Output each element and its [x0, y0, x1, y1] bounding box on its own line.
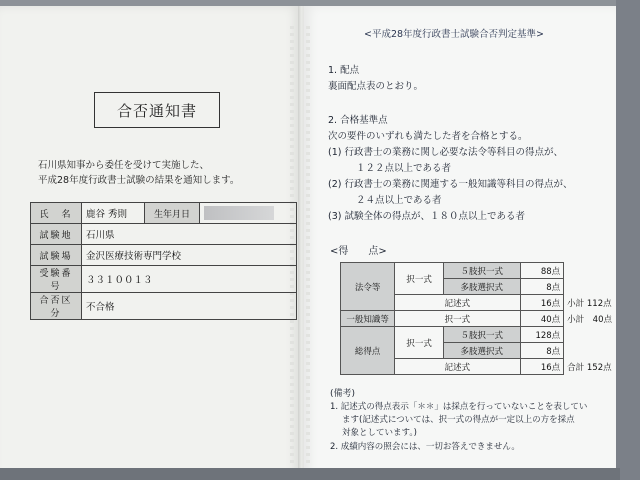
name-value: 鹿谷 秀則	[82, 203, 145, 224]
requirement-2-score: ２４点以上である者	[356, 195, 442, 206]
birth-label: 生年月日	[145, 203, 200, 224]
note-1-line-3: 対象としています。)	[342, 428, 417, 438]
requirement-2: (2) 行政書士の業務に関連する一般知識等科目の得点が、	[328, 179, 573, 190]
birth-value	[200, 203, 297, 224]
table-row	[31, 293, 297, 320]
criteria-header: <平成28年度行政書士試験合否判定基準>	[364, 29, 545, 40]
table-row	[341, 311, 616, 327]
intro-line-1: 石川県知事から委任を受けて実施した、	[38, 160, 210, 171]
total-written-score: 16点	[520, 359, 564, 375]
total-multiple-choice: 択一式	[395, 327, 444, 359]
law-five-choice: ５肢択一式	[443, 263, 520, 279]
requirement-1: (1) 行政書士の業務に関し必要な法令等科目の得点が、	[328, 147, 563, 158]
table-row	[31, 224, 297, 245]
intro-line-2: 平成28年度行政書士試験の結果を通知します。	[38, 175, 240, 186]
total-five-choice: ５肢択一式	[443, 327, 520, 343]
venue-area-value: 石川県	[82, 224, 297, 245]
perforation-right	[306, 26, 310, 466]
result-label: 合否区分	[31, 293, 82, 320]
background-edge	[616, 0, 640, 480]
law-written-score: 16点	[520, 295, 564, 311]
law-subtotal: 小計 112点	[567, 298, 612, 309]
venue-value: 金沢医療技術専門学校	[82, 245, 297, 266]
total-category: 総得点	[341, 327, 395, 375]
total-multi-select-score: 8点	[520, 343, 564, 359]
note-1-line-2: ます(記述式については、択一式の得点が一定以上の方を採点	[342, 415, 575, 425]
law-multiple-choice: 択一式	[395, 263, 444, 295]
section-2-title: 2. 合格基準点	[328, 115, 388, 126]
table-row	[31, 245, 297, 266]
result-value: 不合格	[82, 293, 297, 320]
number-label: 受験番号	[31, 266, 82, 293]
grand-total: 合計 152点	[567, 362, 612, 373]
law-multi-select: 多肢選択式	[443, 279, 520, 295]
venue-area-label: 試験地	[31, 224, 82, 245]
venue-label: 試験場	[31, 245, 82, 266]
note-1-line-1: 1. 記述式の得点表示「＊＊」は採点を行っていないことを表してい	[330, 402, 588, 412]
note-2: 2. 成績内容の照会には、一切お答えできません。	[330, 442, 520, 452]
table-row	[31, 203, 297, 224]
general-subtotal: 小計 40点	[567, 314, 612, 325]
requirement-3: (3) 試験全体の得点が、１８０点以上である者	[328, 211, 525, 222]
score-heading: <得 点>	[330, 246, 387, 257]
law-written: 記述式	[395, 295, 520, 311]
general-category: 一般知識等	[341, 311, 395, 327]
number-value: ３３１００１３	[82, 266, 297, 293]
background-bottom	[0, 468, 620, 480]
section-2-text: 次の要件のいずれも満たした者を合格とする。	[328, 131, 528, 142]
total-written: 記述式	[395, 359, 520, 375]
notes-title: (備考)	[330, 389, 356, 399]
law-category: 法令等	[341, 263, 395, 311]
total-five-choice-score: 128点	[520, 327, 564, 343]
law-five-choice-score: 88点	[520, 263, 564, 279]
notice-title: 合否通知書	[94, 92, 220, 128]
section-1-title: 1. 配点	[328, 65, 360, 76]
general-multiple-choice: 択一式	[395, 311, 520, 327]
section-1-text: 裏面配点表のとおり。	[328, 81, 424, 92]
name-label: 氏 名	[31, 203, 82, 224]
redacted-birthdate	[204, 206, 274, 220]
total-multi-select: 多肢選択式	[443, 343, 520, 359]
left-page	[0, 6, 300, 480]
right-page	[304, 6, 616, 480]
table-row	[31, 266, 297, 293]
table-row	[341, 263, 616, 279]
result-table	[30, 202, 297, 320]
table-row	[341, 327, 616, 343]
general-score: 40点	[520, 311, 564, 327]
intro-text	[38, 158, 239, 188]
law-multi-select-score: 8点	[520, 279, 564, 295]
score-table	[340, 262, 616, 375]
requirement-1-score: １２２点以上である者	[356, 163, 452, 174]
